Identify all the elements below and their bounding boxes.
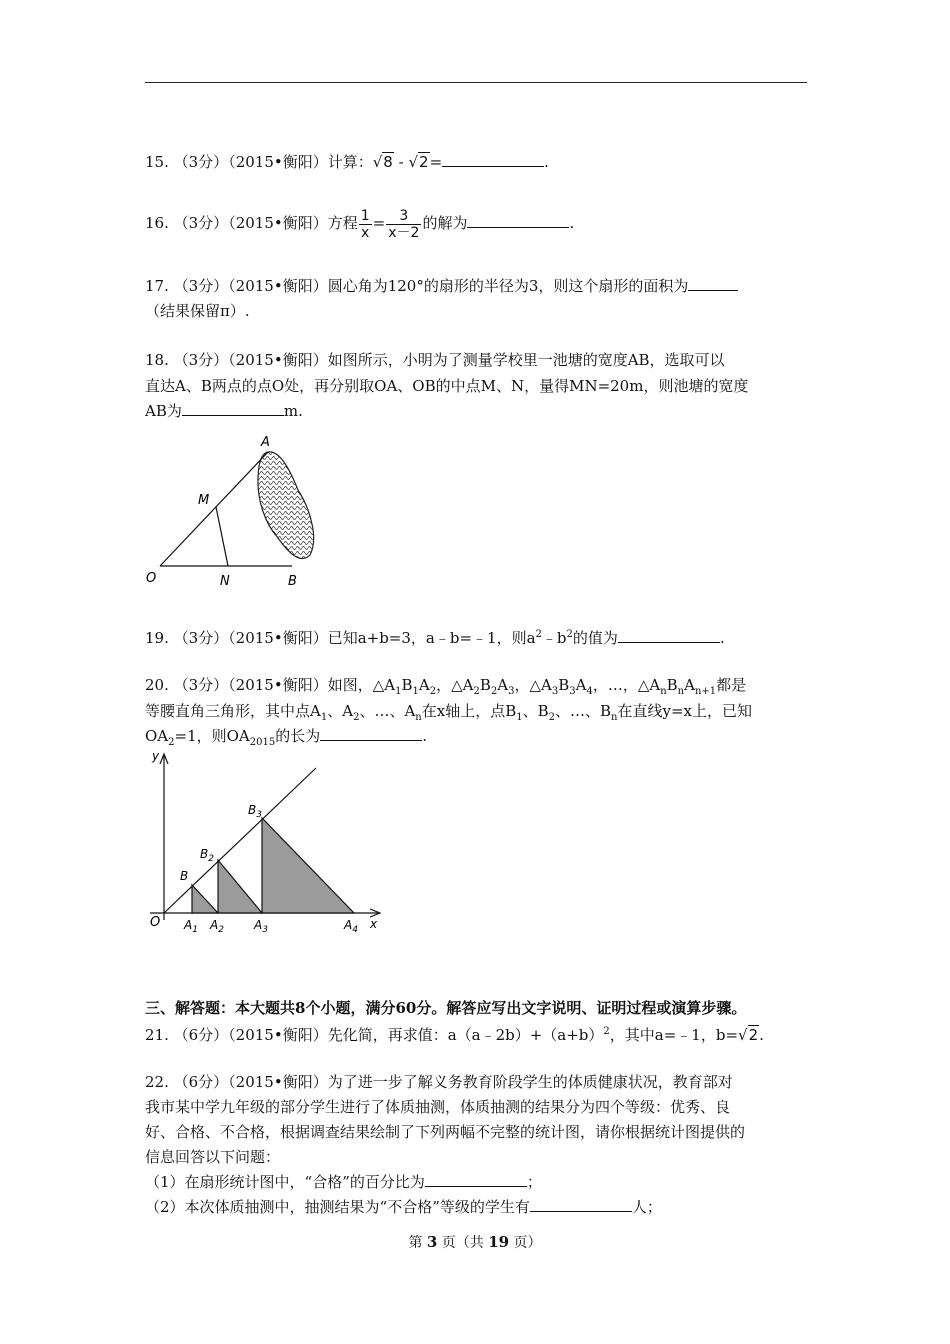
label-B3: $B_3$ <box>248 803 262 820</box>
question-22-line-4: 信息回答以下问题： <box>145 1148 281 1166</box>
fraction-3-over-x-minus-2: $\frac{3}{x-2}$ <box>388 207 420 241</box>
answer-blank[interactable] <box>182 401 284 416</box>
fraction-1-over-x: $\frac{1}{x}$ <box>360 207 370 241</box>
label-O: O <box>150 915 161 930</box>
question-17: 17. （3分）（2015•衡阳）圆心角为120°的扇形的半径为3，则这个扇形的面积为 <box>145 276 738 296</box>
question-17-line-2: （结果保留π）. <box>145 302 250 320</box>
question-22-line-3: 好、合格、不合格，根据调查结果绘制了下列两幅不完整的统计图，请你根据统计图提供的 <box>145 1123 746 1141</box>
label-B: B <box>288 574 297 589</box>
question-21: 21. （6分）（2015•衡阳）先化简，再求值：$a(a﹣2b)+(a+b)^2$，其中a=﹣1，b=√2. <box>145 1026 764 1044</box>
answer-blank[interactable] <box>530 1197 632 1212</box>
label-A4: $A_4$ <box>344 918 358 935</box>
answer-blank[interactable] <box>688 276 738 291</box>
question-22: 22. （6分）（2015•衡阳）为了进一步了解义务教育阶段学生的体质健康状况，教育部对 <box>145 1073 733 1091</box>
label-M: M <box>198 493 210 508</box>
label-A3: $A_3$ <box>254 918 268 935</box>
question-19: 19. （3分）（2015•衡阳）已知a+b=3，a﹣b=﹣1，则$a^2﹣b^2$的值为 . <box>145 629 725 647</box>
question-22-line-2: 我市某中学九年级的部分学生进行了体质抽测，体质抽测的结果分为四个等级：优秀、良 <box>145 1098 731 1116</box>
label-y: y <box>152 749 160 763</box>
answer-blank[interactable] <box>467 213 569 228</box>
pond-shape <box>258 452 314 559</box>
pond-figure <box>140 430 340 595</box>
question-18-line-2: 直达A、B两点的点O处，再分别取OA、OB的中点M、N，量得MN=20m，则池塘的宽度 <box>145 377 749 395</box>
question-15: 15. （3分）（2015•衡阳）计算：√8 - √2= . <box>145 153 549 171</box>
question-18: 18. （3分）（2015•衡阳）如图所示，小明为了测量学校里一池塘的宽度AB，选取可以 <box>145 351 725 369</box>
label-x: x <box>370 917 378 931</box>
page-number: 3 <box>426 1233 438 1251</box>
label-O: O <box>146 571 157 586</box>
total-pages: 19 <box>488 1233 510 1251</box>
question-20-line-3: $OA_2=1$，则$OA_{2015}$的长为 . <box>145 727 428 748</box>
answer-blank[interactable] <box>618 628 720 643</box>
label-A2: $A_2$ <box>210 918 224 935</box>
sqrt-2: √2 <box>738 1026 759 1044</box>
question-20-line-2: 等腰直角三角形，其中点$A_1$、$A_2$、…、$A_n$在x轴上，点$B_1$、$B_2$、…、$B_n$在直线y=x上，已知 <box>145 702 752 723</box>
label-A1: $A_1$ <box>184 918 198 935</box>
triangle-1 <box>192 885 218 913</box>
header-rule <box>145 82 807 83</box>
triangle-3 <box>262 818 354 913</box>
answer-blank[interactable] <box>320 726 422 741</box>
label-B1: B <box>180 869 189 883</box>
question-20: 20. （3分）（2015•衡阳）如图，$\triangle A_1B_1A_2$，$\triangle A_2B_2A_3$，$\triangle A_3B_3A_4$，…，$\triangle A_nB_nA_{n+1}$都是 <box>145 676 747 697</box>
segment-OA <box>160 452 268 566</box>
answer-blank[interactable] <box>425 1172 527 1187</box>
section-3-heading: 三、解答题：本大题共8个小题，满分60分。解答应写出文字说明、证明过程或演算步骤。 <box>145 999 747 1017</box>
label-N: N <box>220 574 230 589</box>
segment-MN <box>216 507 228 566</box>
triangle-2 <box>218 860 262 913</box>
question-22-part-1: （1）在扇形统计图中，“合格”的百分比为 ； <box>145 1173 542 1191</box>
question-16: 16. （3分）（2015•衡阳）方程 $\frac{1}{x}$ = $\frac{3}{x-2}$ 的解为 . <box>145 207 575 241</box>
sqrt-2: √2 <box>408 153 429 171</box>
page-footer: 第 3 页（共 19 页） <box>408 1233 542 1251</box>
question-22-part-2: （2）本次体质抽测中，抽测结果为“不合格”等级的学生有 人； <box>145 1198 662 1216</box>
question-18-line-3: AB为 m. <box>145 402 303 420</box>
sqrt-8: √8 <box>372 153 393 171</box>
triangle-sequence-figure <box>140 748 390 943</box>
answer-blank[interactable] <box>442 152 544 167</box>
label-B2: $B_2$ <box>200 847 214 864</box>
label-A: A <box>261 435 270 450</box>
